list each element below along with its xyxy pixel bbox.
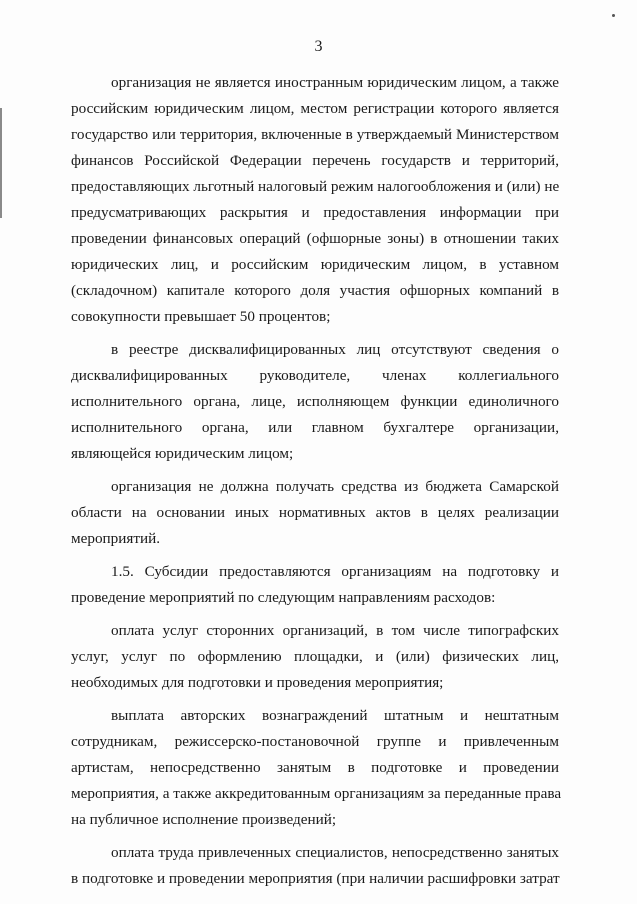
text-line: необходимых для подготовки и проведения мероприятия; [71, 674, 444, 691]
page-number: 3 [314, 38, 323, 55]
text-line: финансов Российской Федерации перечень государств и территорий, [71, 152, 559, 169]
scan-edge-mark [0, 108, 2, 218]
text-line: юридических лиц, и российским юридическим лицом, в уставном [71, 256, 559, 273]
text-line: оплата услуг сторонних организаций, в том числе типографских [111, 622, 559, 639]
paragraph-section-1-5 [71, 559, 559, 611]
text-line: выплата авторских вознаграждений штатным и нештатным [111, 707, 559, 724]
text-line: в реестре дисквалифицированных лиц отсутствуют сведения о [111, 341, 559, 358]
document-body [71, 70, 562, 892]
text-line: 1.5. Субсидии предоставляются организациям на подготовку и [111, 563, 559, 580]
text-line: российским юридическим лицом, местом регистрации которого является [71, 100, 559, 117]
text-line: артистам, непосредственно занятым в подготовке и проведении [71, 759, 559, 776]
text-line: в подготовке и проведении мероприятия (при наличии расшифровки затрат [71, 870, 560, 887]
text-line: предоставляющих льготный налоговый режим налогообложения и (или) не [71, 178, 560, 195]
paragraph-author-fees [71, 703, 562, 833]
text-line: (складочном) капитале которого доля участия офшорных компаний в [71, 282, 559, 299]
paragraph-third-party-services [71, 618, 559, 696]
text-line: сотрудникам, режиссерско-постановочной группе и привлеченным [71, 733, 559, 750]
text-line: дисквалифицированных руководителе, членах коллегиального [71, 367, 559, 384]
text-line: предусматривающих раскрытия и предоставления информации при [71, 204, 559, 221]
paragraph-budget-funds [71, 474, 559, 552]
text-line: оплата труда привлеченных специалистов, непосредственно занятых [111, 844, 559, 861]
text-line: проведении финансовых операций (офшорные зоны) в отношении таких [71, 230, 559, 247]
text-line: области на основании иных нормативных актов в целях реализации [71, 504, 559, 521]
text-line: на публичное исполнение произведений; [71, 811, 337, 828]
text-line: мероприятия, а также аккредитованным организациям за переданные права [71, 785, 562, 802]
text-line: исполнительного органа, или главном бухгалтере организации, [71, 419, 559, 436]
text-line: мероприятий. [71, 530, 161, 547]
text-line: услуг, услуг по оформлению площадки, и (или) физических лиц, [71, 648, 559, 665]
text-line: организация не является иностранным юридическим лицом, а также [111, 74, 559, 91]
text-line: проведение мероприятий по следующим направлениям расходов: [71, 589, 496, 606]
text-line: совокупности превышает 50 процентов; [71, 308, 331, 325]
paragraph-disqualified-registry [71, 337, 559, 467]
paragraph-specialist-pay [71, 840, 559, 892]
text-line: организация не должна получать средства из бюджета Самарской [111, 478, 559, 495]
text-line: являющейся юридическим лицом; [71, 445, 294, 462]
paragraph-offshore [71, 70, 559, 330]
text-line: государство или территория, включенные в утверждаемый Министерством [71, 126, 559, 143]
scan-dot-mark [612, 14, 615, 17]
text-line: исполнительного органа, лице, исполняющем функции единоличного [71, 393, 559, 410]
